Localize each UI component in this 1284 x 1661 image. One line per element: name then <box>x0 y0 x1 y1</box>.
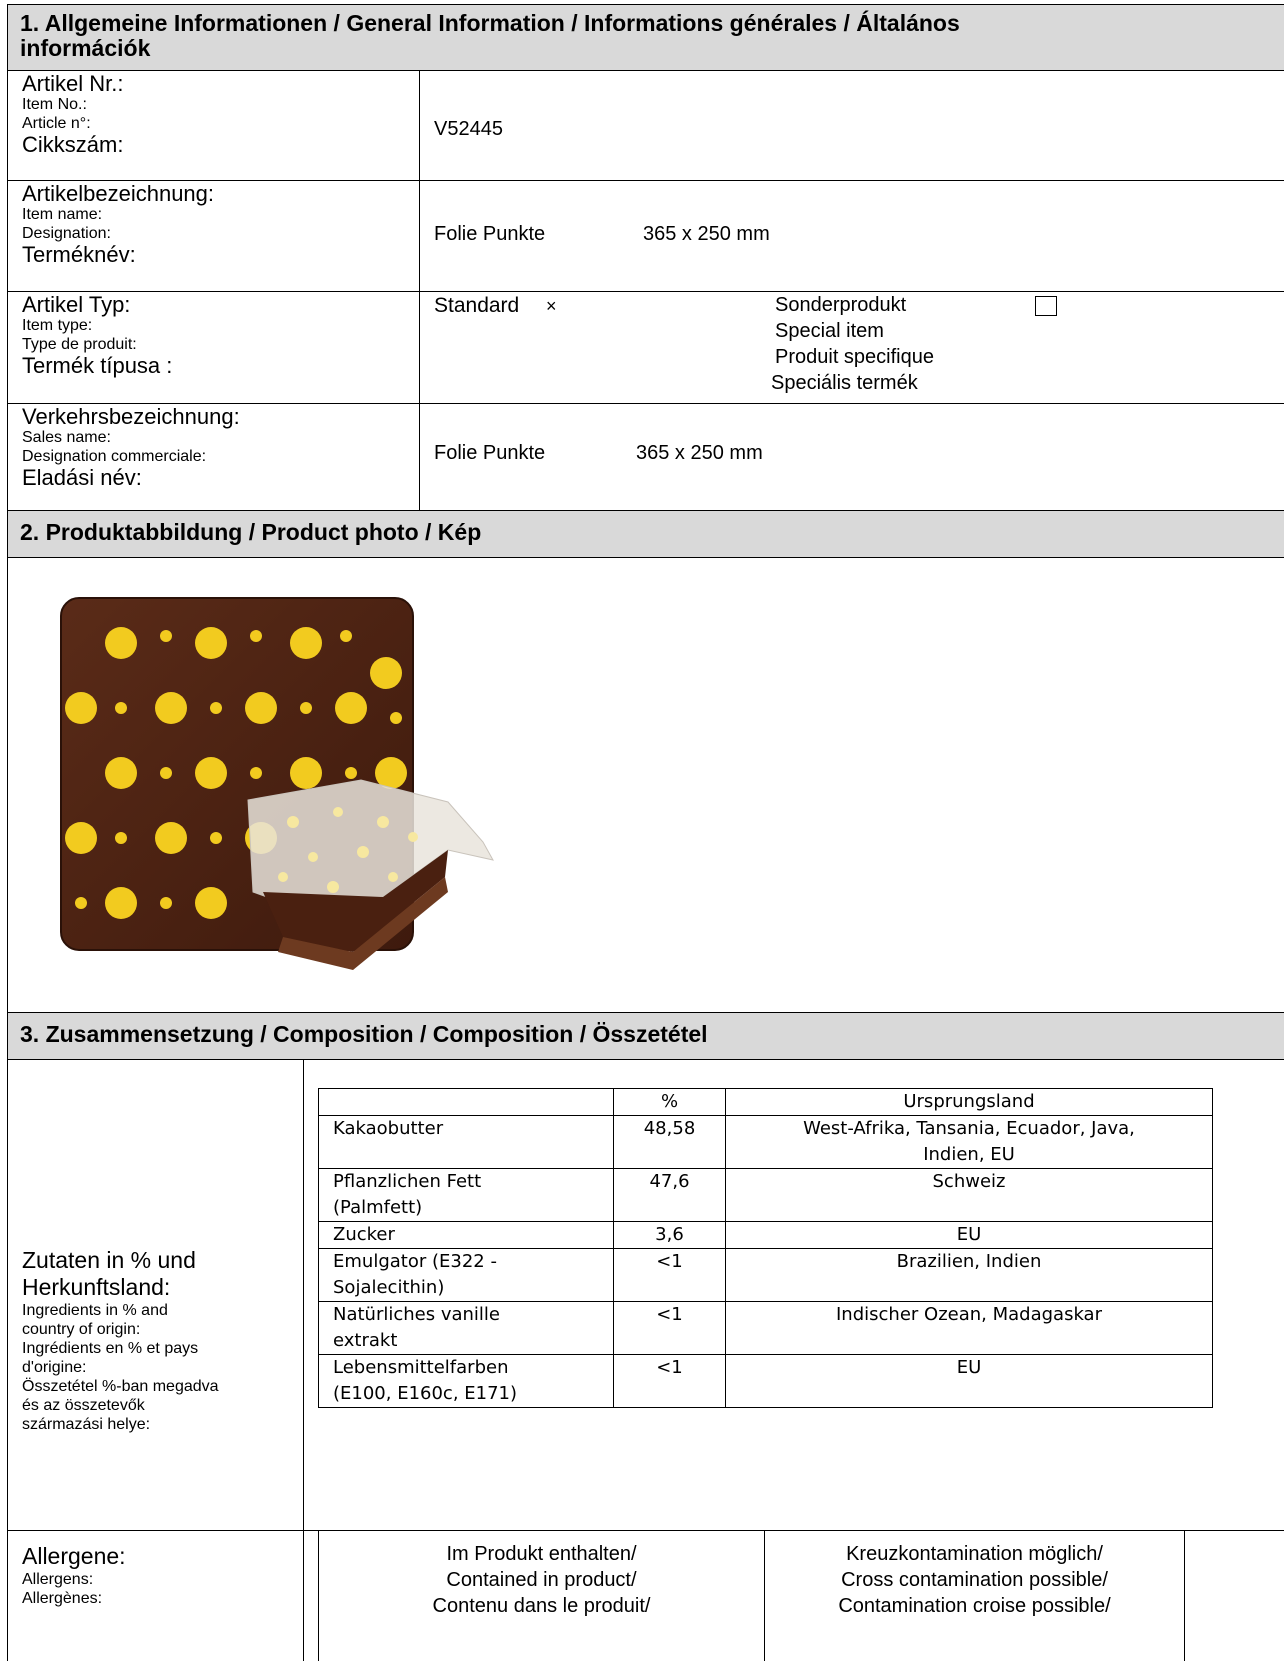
label-fr: Article n°: <box>22 115 91 132</box>
special-label-de: Sonderprodukt <box>775 294 907 316</box>
header-name <box>319 1089 614 1116</box>
section-1-title-line2: információk <box>20 35 151 61</box>
ingredient-origin: EU <box>726 1355 1213 1408</box>
label-hu: Terméknév: <box>22 242 136 267</box>
ingredients-label <box>8 1060 304 1530</box>
ingredient-percent: 47,6 <box>614 1169 726 1222</box>
ingredient-name: Zucker <box>319 1222 614 1249</box>
label-fr: Designation commerciale: <box>22 448 207 465</box>
table-header-row <box>319 1089 1213 1116</box>
sales-name-size: 365 x 250 mm <box>636 442 763 464</box>
contained-header: Im Produkt enthalten/ Contained in product/ Contenu dans le produit/ <box>318 1531 765 1661</box>
special-checkbox[interactable] <box>1035 296 1057 316</box>
table-row <box>319 1169 1213 1222</box>
label-hu: Cikkszám: <box>22 132 124 157</box>
section-1-header <box>7 4 1284 71</box>
cross-contamination-header: Kreuzkontamination möglich/ Cross contamination possible/ Contamination croise possible/ <box>765 1531 1185 1661</box>
ingredients-label-sm: Ingredients in % and <box>22 1302 168 1319</box>
ingredient-name: Pflanzlichen Fett (Palmfett) <box>319 1169 614 1222</box>
ingredient-percent: <1 <box>614 1249 726 1302</box>
allergens-headers <box>304 1531 1284 1661</box>
label-en: Item No.: <box>22 96 87 113</box>
item-name-value-cell <box>420 181 1284 291</box>
ingredients-label-sm: Összetétel %-ban megadva <box>22 1378 219 1395</box>
ingredients-label-sm: és az összetevők <box>22 1397 145 1414</box>
item-no-value: V52445 <box>434 118 503 140</box>
allergens-label-de: Allergene: <box>22 1543 126 1569</box>
section-2-title: 2. Produktabbildung / Product photo / Kép <box>20 519 482 545</box>
allergens-row <box>7 1531 1284 1661</box>
ingredient-name: Natürliches vanille extrakt <box>319 1302 614 1355</box>
item-type-value-cell <box>420 292 1284 403</box>
product-photo-image <box>53 592 503 982</box>
special-label-fr: Produit specifique <box>775 346 934 368</box>
item-name-row <box>7 181 1284 292</box>
label-hu: Termék típusa : <box>22 353 173 378</box>
item-type-row <box>7 292 1284 404</box>
section-2-header <box>7 511 1284 558</box>
special-label-en: Special item <box>775 320 884 342</box>
ingredients-label-sm: country of origin: <box>22 1321 141 1338</box>
standard-label: Standard <box>434 294 520 317</box>
item-no-label <box>8 71 420 180</box>
allergens-label-en: Allergens: <box>22 1571 94 1588</box>
header-percent: % <box>614 1089 726 1116</box>
ingredients-label-sm: d'origine: <box>22 1359 87 1376</box>
allergens-label-fr: Allergènes: <box>22 1590 103 1607</box>
product-photo-cell <box>7 558 1284 1013</box>
ingredient-name: Kakaobutter <box>319 1116 614 1169</box>
item-name-size: 365 x 250 mm <box>643 223 770 245</box>
table-row <box>319 1116 1213 1169</box>
ingredients-label-sm: származási helye: <box>22 1416 151 1433</box>
item-no-value-cell <box>420 71 1284 180</box>
sales-name-value-cell <box>420 404 1284 510</box>
ingredient-origin: EU <box>726 1222 1213 1249</box>
label-fr: Type de produit: <box>22 336 137 353</box>
label-de: Artikel Nr.: <box>22 71 124 96</box>
ingredients-label-de-1: Zutaten in % und <box>22 1247 196 1273</box>
section-3-title: 3. Zusammensetzung / Composition / Composition / Összetétel <box>20 1021 708 1047</box>
item-name-value: Folie Punkte <box>434 223 546 245</box>
label-de: Artikelbezeichnung: <box>22 181 215 206</box>
sales-name-value: Folie Punkte <box>434 442 546 464</box>
sales-name-label <box>8 404 420 510</box>
table-row <box>319 1222 1213 1249</box>
item-name-label <box>8 181 420 291</box>
ingredient-name: Lebensmittelfarben (E100, E160c, E171) <box>319 1355 614 1408</box>
ingredient-name: Emulgator (E322 - Sojalecithin) <box>319 1249 614 1302</box>
item-type-label <box>8 292 420 403</box>
label-hu: Eladási név: <box>22 465 142 490</box>
label-fr: Designation: <box>22 225 111 242</box>
special-label-hu: Speciális termék <box>771 372 918 394</box>
table-row <box>319 1249 1213 1302</box>
document <box>7 4 1284 1661</box>
ingredient-origin: Schweiz <box>726 1169 1213 1222</box>
ingredients-table <box>318 1088 1213 1408</box>
ingredient-origin: West-Afrika, Tansania, Ecuador, Java, Indien, EU <box>726 1116 1213 1169</box>
section-3-header <box>7 1013 1284 1060</box>
label-de: Verkehrsbezeichnung: <box>22 404 240 429</box>
ingredient-origin: Indischer Ozean, Madagaskar <box>726 1302 1213 1355</box>
standard-checkbox-mark[interactable]: × <box>546 296 557 316</box>
table-row <box>319 1355 1213 1408</box>
ingredient-percent: <1 <box>614 1355 726 1408</box>
allergens-label <box>8 1531 304 1661</box>
ingredient-origin: Brazilien, Indien <box>726 1249 1213 1302</box>
ingredients-label-de-2: Herkunftsland: <box>22 1274 171 1300</box>
ingredient-percent: <1 <box>614 1302 726 1355</box>
sales-name-row <box>7 404 1284 511</box>
label-en: Item type: <box>22 317 93 334</box>
item-no-row <box>7 71 1284 181</box>
ingredients-table-wrap <box>304 1060 1284 1530</box>
table-row <box>319 1302 1213 1355</box>
label-de: Artikel Typ: <box>22 292 131 317</box>
label-en: Item name: <box>22 206 103 223</box>
ingredient-percent: 3,6 <box>614 1222 726 1249</box>
header-origin: Ursprungsland <box>726 1089 1213 1116</box>
label-en: Sales name: <box>22 429 111 446</box>
section-1-title-line1: 1. Allgemeine Informationen / General Information / Informations générales / Általános <box>20 10 960 36</box>
composition-row <box>7 1060 1284 1531</box>
ingredients-label-sm: Ingrédients en % et pays <box>22 1340 199 1357</box>
ingredient-percent: 48,58 <box>614 1116 726 1169</box>
